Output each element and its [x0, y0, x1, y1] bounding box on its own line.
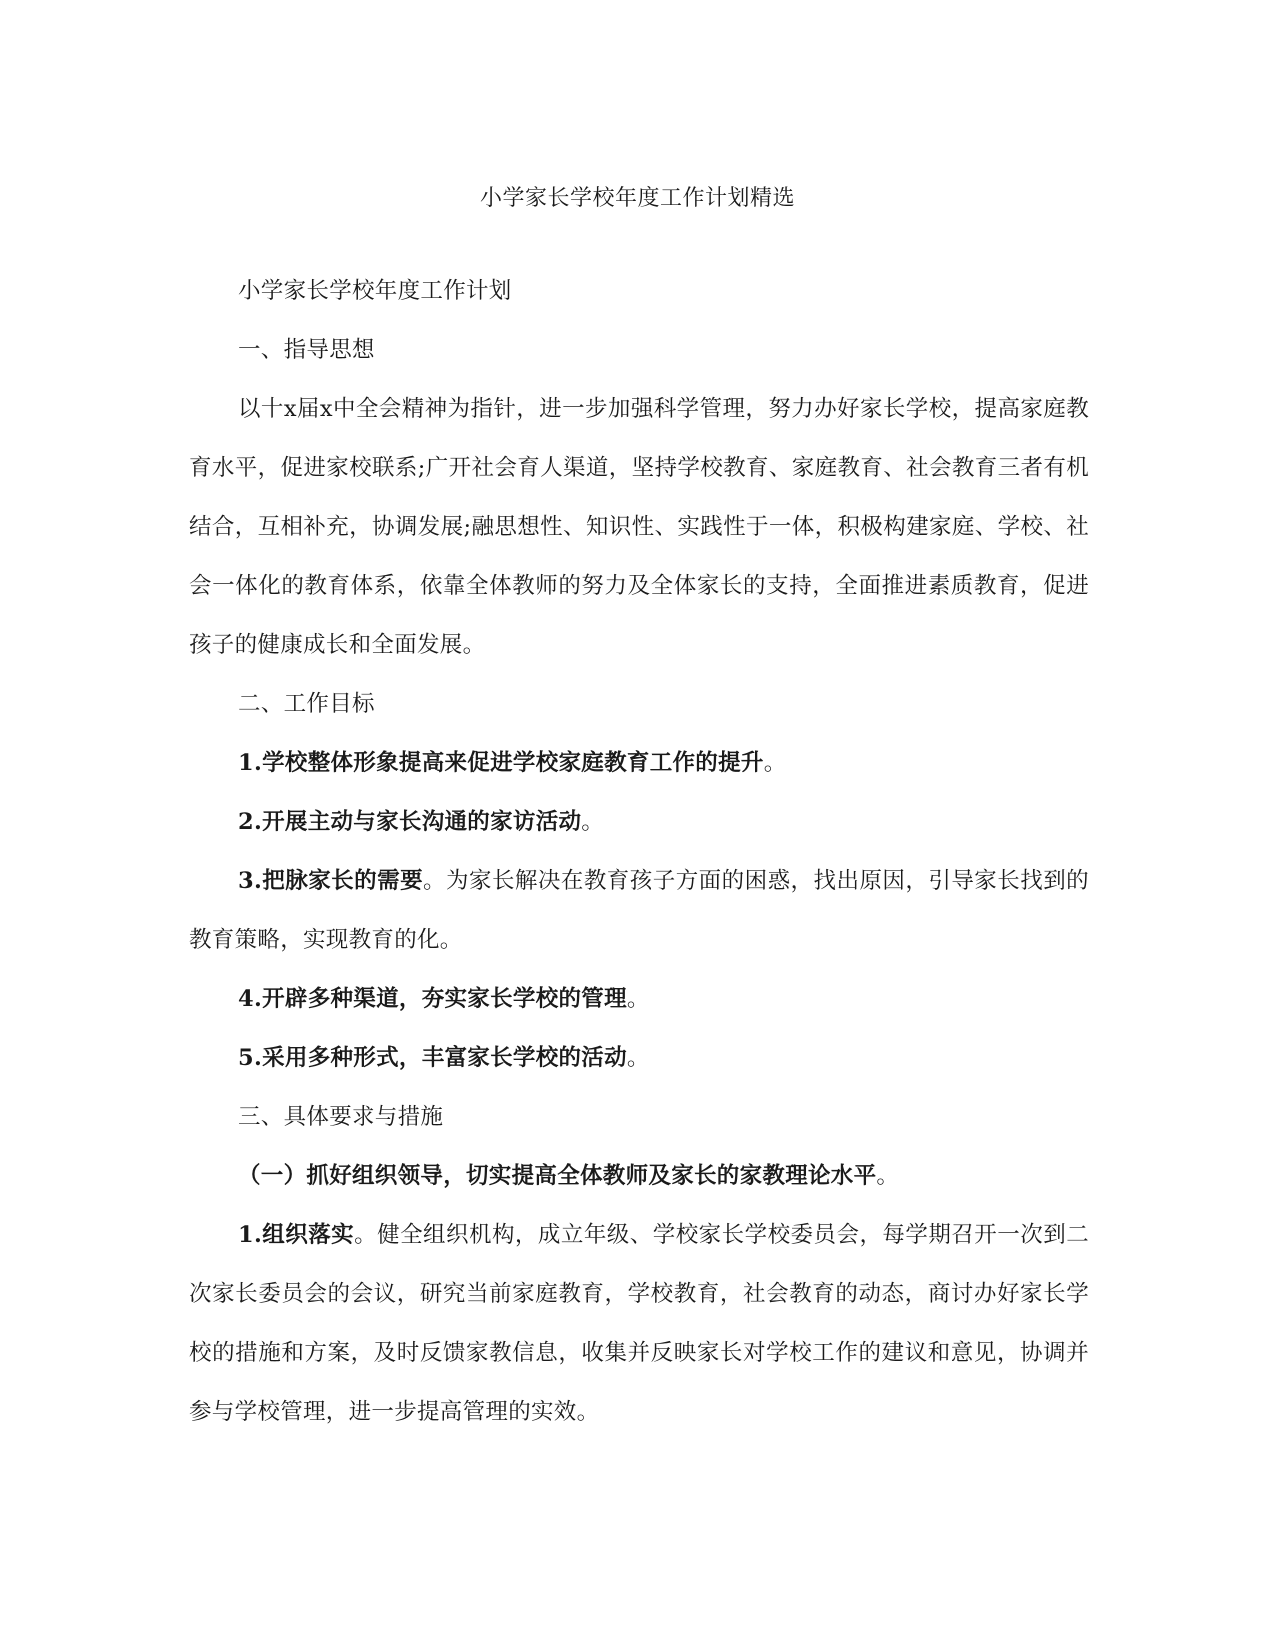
- goal-item-1: 1.学校整体形象提高来促进学校家庭教育工作的提升。: [238, 750, 787, 776]
- document-title: 小学家长学校年度工作计划精选: [479, 186, 795, 211]
- goal-item-4: 4.开辟多种渠道，夯实家长学校的管理。: [238, 986, 650, 1012]
- goal-item-3: 3.把脉家长的需要。为家长解决在教育孩子方面的困惑，找出原因，引导家长找到的教育策略，实现教育的化。: [189, 868, 1089, 953]
- document-body: [189, 262, 1089, 1442]
- goal-item-2: 2.开展主动与家长沟通的家访活动。: [238, 809, 605, 835]
- measure-item-1: 1.组织落实。健全组织机构，成立年级、学校家长学校委员会，每学期召开一次到二次家长委员会的会议，研究当前家庭教育，学校教育，社会教育的动态，商讨办好家长学校的措施和方案，及时反馈家教信息，收集并反映家长对学校工作的建议和意见，协调并参与学校管理，进一步提高管理的实效。: [189, 1222, 1089, 1425]
- subsection-heading-organization: （一）抓好组织领导，切实提高全体教师及家长的家教理论水平。: [238, 1163, 900, 1189]
- section-heading-work-goals: 二、工作目标: [238, 691, 375, 717]
- goal-item-5: 5.采用多种形式，丰富家长学校的活动。: [238, 1045, 650, 1071]
- paragraph-subtitle: 小学家长学校年度工作计划: [238, 278, 512, 304]
- section-heading-guiding-ideology: 一、指导思想: [238, 337, 375, 363]
- paragraph-guiding-ideology: 以十x届x中全会精神为指针，进一步加强科学管理，努力办好家长学校，提高家庭教育水平，促进家校联系;广开社会育人渠道，坚持学校教育、家庭教育、社会教育三者有机结合，互相补充，协调发展;融思想性、知识性、实践性于一体，积极构建家庭、学校、社会一体化的教育体系，依靠全体教师的努力及全体家长的支持，全面推进素质教育，促进孩子的健康成长和全面发展。: [189, 396, 1089, 658]
- section-heading-requirements: 三、具体要求与措施: [238, 1104, 444, 1130]
